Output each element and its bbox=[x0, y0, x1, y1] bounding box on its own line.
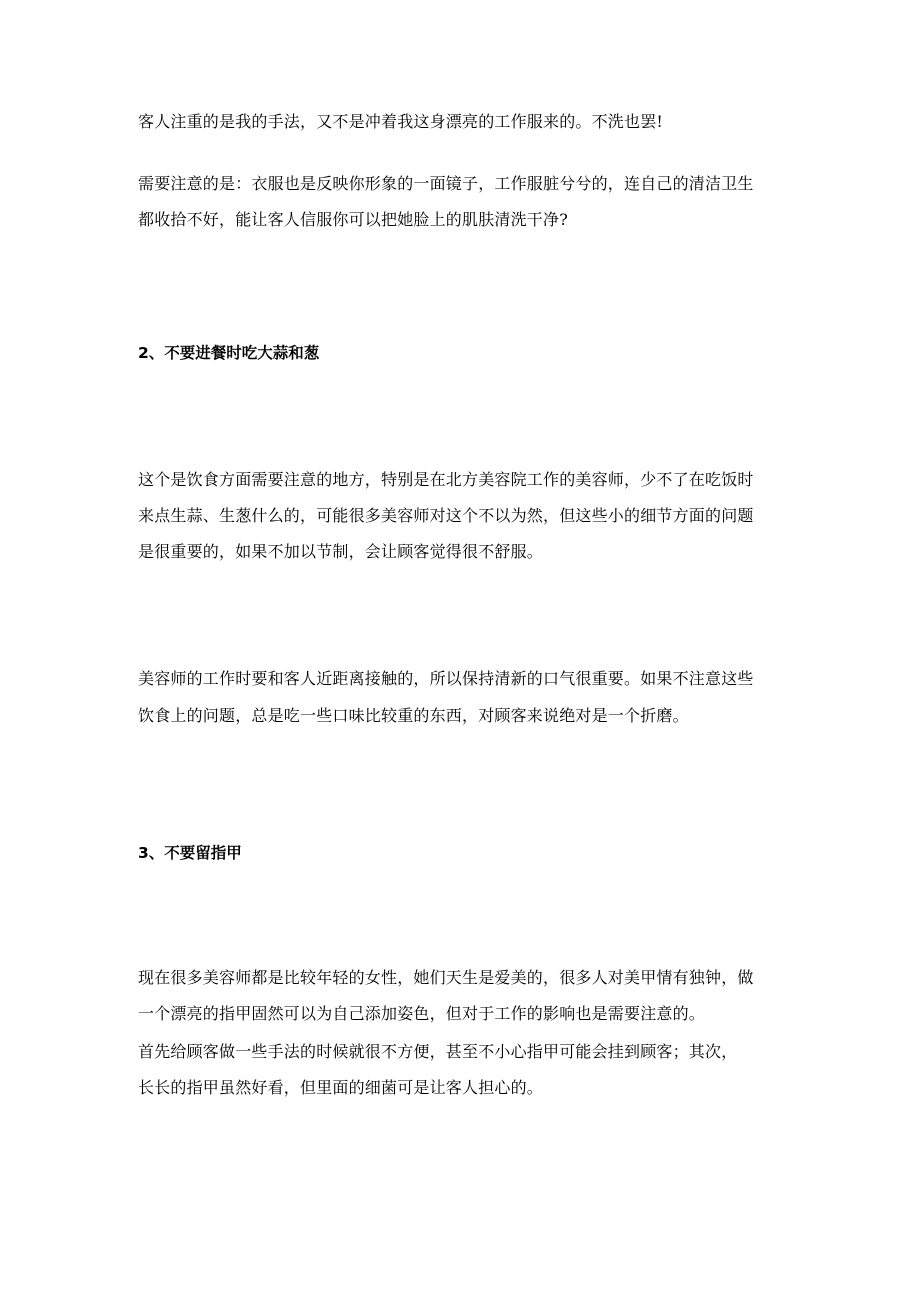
paragraph-3-line-1: 这个是饮食方面需要注意的地方，特别是在北方美容院工作的美容师，少不了在吃饭时 bbox=[138, 470, 754, 489]
paragraph-5-line-1: 现在很多美容师都是比较年轻的女性，她们天生是爱美的，很多人对美甲情有独钟，做 bbox=[138, 968, 754, 987]
section-heading-2: 2、不要进餐时吃大蒜和葱 bbox=[138, 344, 320, 362]
paragraph-4-line-1: 美容师的工作时要和客人近距离接触的，所以保持清新的口气很重要。如果不注意这些 bbox=[138, 669, 754, 688]
paragraph-5-line-2: 一个漂亮的指甲固然可以为自己添加姿色，但对于工作的影响也是需要注意的。 bbox=[138, 1004, 706, 1023]
paragraph-5-line-4: 长长的指甲虽然好看，但里面的细菌可是让客人担心的。 bbox=[138, 1078, 544, 1097]
paragraph-2-line-2: 都收拾不好，能让客人信服你可以把她脸上的肌肤清洗干净? bbox=[138, 210, 568, 229]
paragraph-1-line-1: 客人注重的是我的手法，又不是冲着我这身漂亮的工作服来的。不洗也罢! bbox=[138, 112, 664, 131]
paragraph-3-line-2: 来点生蒜、生葱什么的，可能很多美容师对这个不以为然，但这些小的细节方面的问题 bbox=[138, 506, 754, 525]
paragraph-4-line-2: 饮食上的问题，总是吃一些口味比较重的东西，对顾客来说绝对是一个折磨。 bbox=[138, 706, 689, 725]
paragraph-5-line-3: 首先给顾客做一些手法的时候就很不方便，甚至不小心指甲可能会挂到顾客；其次， bbox=[138, 1042, 738, 1061]
paragraph-3-line-3: 是很重要的，如果不加以节制，会让顾客觉得很不舒服。 bbox=[138, 542, 544, 561]
paragraph-2-line-1: 需要注意的是：衣服也是反映你形象的一面镜子，工作服脏兮兮的，连自己的清洁卫生 bbox=[138, 174, 754, 193]
section-heading-3: 3、不要留指甲 bbox=[138, 844, 242, 862]
